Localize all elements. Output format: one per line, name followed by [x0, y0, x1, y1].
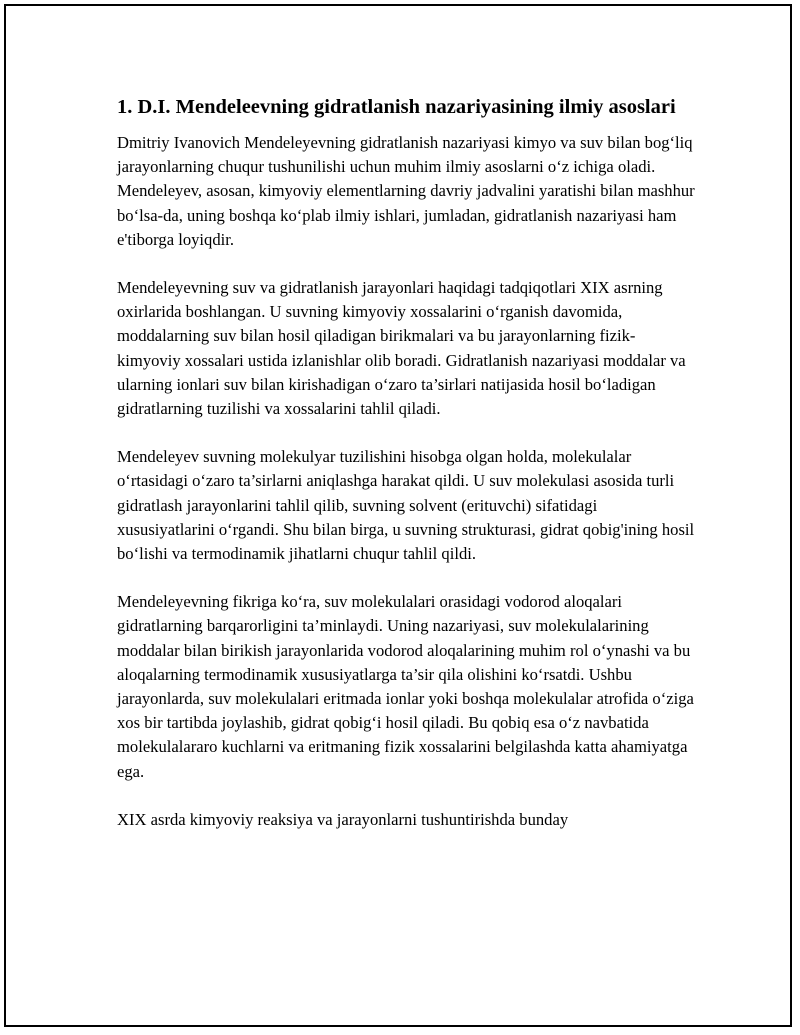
paragraph-2: Mendeleyevning suv va gidratlanish jarayonlari haqidagi tadqiqotlari XIX asrning oxirlarida boshlangan. U suvning kimyoviy xossalarini o‘rganish davomida, moddalarning suv bilan hosil qiladigan birikmalari va bu jarayonlarning fizik-kimyoviy xossalari ustida izlanishlar olib boradi. Gidratlanish nazariyasi moddalar va ularning ionlari suv bilan kirishadigan o‘zaro ta’sirlari natijasida hosil bo‘ladigan gidratlarning tuzilishi va xossalarini tahlil qiladi.	[117, 278, 686, 419]
paragraph-3: Mendeleyev suvning molekulyar tuzilishini hisobga olgan holda, molekulalar o‘rtasidagi o‘zaro ta’sirlarni aniqlashga harakat qildi. U suv molekulasi asosida turli gidratlash jarayonlarini tahlil qilib, suvning solvent (erituvchi) sifatidagi xususiyatlarini o‘rgandi. Shu bilan birga, u suvning strukturasi, gidrat qobig'ining hosil bo‘lishi va termodinamik jihatlarni chuqur tahlil qildi.	[117, 447, 695, 564]
section-heading: 1. D.I. Mendeleevning gidratlanish nazariyasining ilmiy asoslari	[117, 96, 676, 118]
paragraph-5: XIX asrda kimyoviy reaksiya va jarayonlarni tushuntirishda bunday	[117, 809, 569, 829]
document-body	[117, 94, 697, 856]
paragraph-4: Mendeleyevning fikriga ko‘ra, suv molekulalari orasidagi vodorod aloqalari gidratlarning barqarorligini ta’minlaydi. Uning nazariyasi, suv molekulalarining moddalar bilan birikish jarayonlarida vodorod aloqalarining muhim rol o‘ynashi va bu aloqalarning termodinamik xususiyatlarga ta’sir qila olishini ko‘rsatdi. Ushbu jarayonlarda, suv molekulalari eritmada ionlar yoki boshqa molekulalar atrofida o‘ziga xos bir tartibda joylashib, gidrat qobig‘i hosil qiladi. Bu qobiq esa o‘z navbatida molekulalararo kuchlarni va eritmaning fizik xossalarini belgilashda katta ahamiyatga ega.	[117, 592, 694, 781]
paragraph-1: Dmitriy Ivanovich Mendeleyevning gidratlanish nazariyasi kimyo va suv bilan bog‘liq jarayonlarning chuqur tushunilishi uchun muhim ilmiy asoslarni o‘z ichiga oladi. Mendeleyev, asosan, kimyoviy elementlarning davriy jadvalini yaratishi bilan mashhur bo‘lsa-da, uning boshqa ko‘plab ilmiy ishlari, jumladan, gidratlanish nazariyasi ham e'tiborga loyiqdir.	[117, 133, 695, 249]
